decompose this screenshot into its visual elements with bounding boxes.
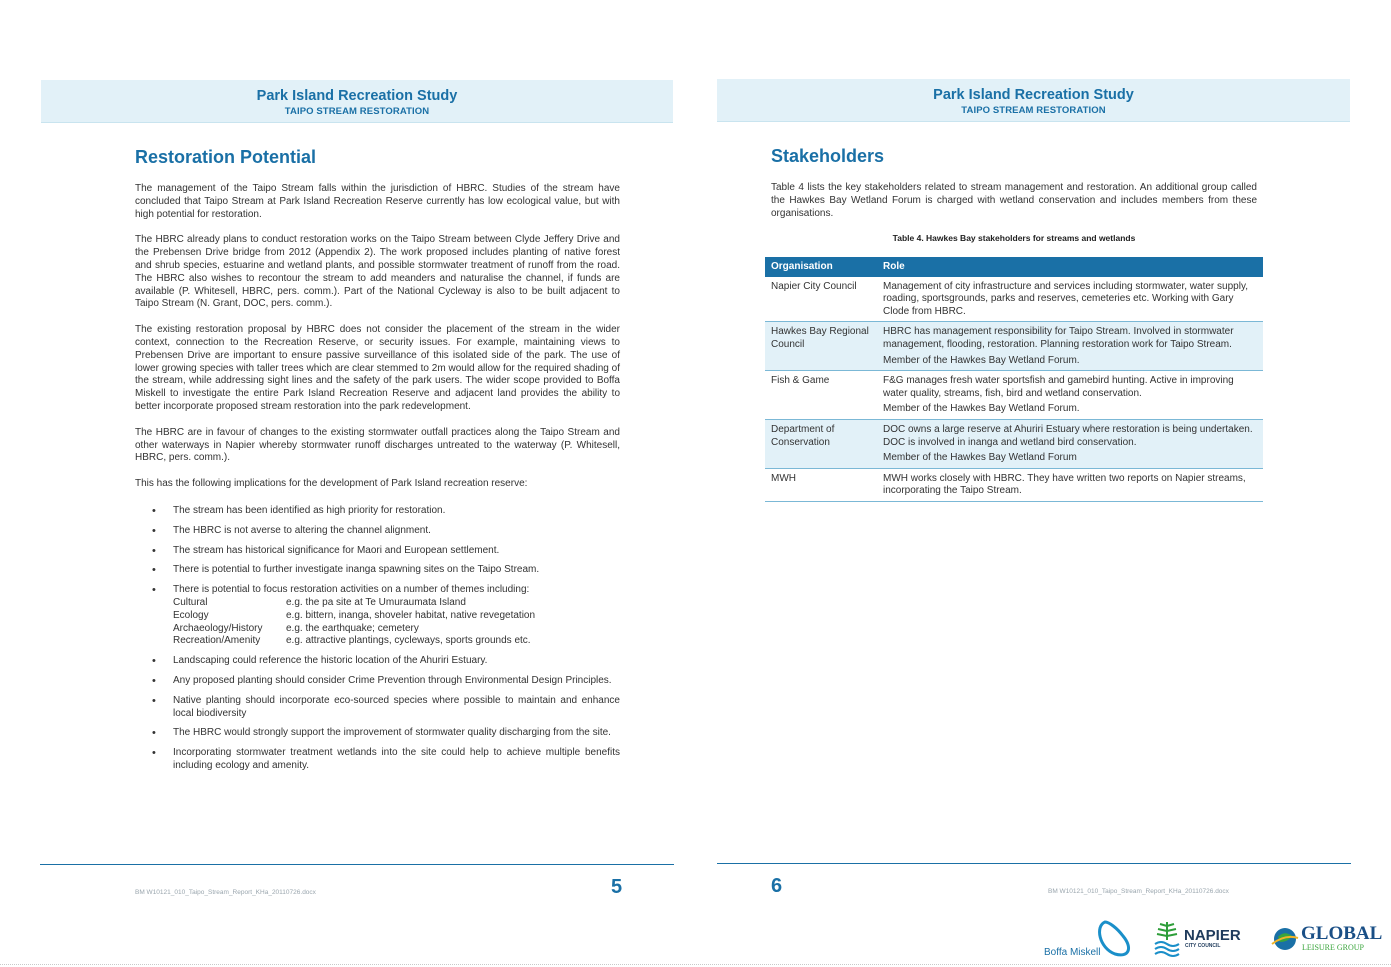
stakeholder-table <box>765 257 1263 502</box>
global-leisure-logo <box>1270 922 1383 958</box>
theme-example: e.g. the pa site at Te Umuraumata Island <box>286 596 466 608</box>
list-item: • The HBRC is not averse to altering the channel alignment. <box>152 524 431 537</box>
paragraph: Table 4 lists the key stakeholders related to stream management and restoration. An additional group called the Hawkes Bay Wetland Forum is charged with wetland conservation and includes members from these organisations. <box>771 182 1257 219</box>
global-logo-subtext: LEISURE GROUP <box>1302 943 1365 952</box>
list-item: • Landscaping could reference the historic location of the Ahuriri Estuary. <box>152 655 488 668</box>
left-page-header <box>41 80 673 123</box>
list-item: • The HBRC would strongly support the improvement of stormwater quality discharging from the site. <box>152 727 611 740</box>
boffa-logo-text: Boffa Miskell <box>1044 947 1101 958</box>
bullet-icon: • <box>152 727 156 740</box>
list-item: • The stream has historical significance for Maori and European settlement. <box>152 544 500 557</box>
napier-logo-subtext: CITY COUNCIL <box>1185 943 1221 949</box>
role-cell: HBRC has management responsibility for Taipo Stream. Involved in stormwater management, flooding, restoration. Planning restoration work for Taipo Stream. Member of the Hawkes Bay Wetland Forum. <box>877 322 1263 371</box>
table-row <box>765 419 1263 468</box>
list-item: • There is potential to further investigate inanga spawning sites on the Taipo Stream. <box>152 564 540 577</box>
org-cell: Department of Conservation <box>765 419 877 468</box>
list-item: • Incorporating stormwater treatment wetlands into the site could help to achieve multiple benefits including ecology and amenity. <box>152 747 620 771</box>
role-cell: Management of city infrastructure and services including stormwater, water supply, roading, sportsgrounds, parks and reserves, cemeteries etc. Working with Gary Clode from HBRC. <box>877 277 1263 322</box>
left-footer-rule <box>40 864 674 865</box>
theme-name: Cultural <box>173 596 208 608</box>
implications-list <box>135 505 620 773</box>
table-row <box>765 277 1263 322</box>
list-item: • Any proposed planting should consider Crime Prevention through Environmental Design Principles. <box>152 674 612 687</box>
header-title: Park Island Recreation Study <box>933 87 1134 103</box>
global-logo-text: GLOBAL <box>1301 923 1383 944</box>
table-row <box>765 322 1263 371</box>
bullet-icon: • <box>152 674 156 687</box>
theme-name: Recreation/Amenity <box>173 635 261 647</box>
right-footer-ref: BM W10121_010_Taipo_Stream_Report_KHa_20110726.docx <box>1048 888 1229 895</box>
table-row <box>765 371 1263 420</box>
bullet-icon: • <box>152 564 156 577</box>
column-header: Role <box>877 257 1263 277</box>
paragraph: The existing restoration proposal by HBRC does not consider the placement of the stream in the wider context, connection to the Recreation Reserve, or security issues. For example, maintaining views to Prebensen Drive are important to ensure passive surveillance of this isolated side of the park. The use of lower growing species with taller trees which are clear stemmed to 2m would allow for the required shading of the stream, while addressing sight lines and the safety of the park users. The wider scope provided to Boffa Miskell to investigate the entire Park Island Recreation Reserve and adjacent land provides the ability to better incorporate proposed stream restoration into the park redevelopment. <box>135 324 620 412</box>
globe-icon <box>1270 924 1300 954</box>
bullet-icon: • <box>152 655 156 668</box>
bullet-icon: • <box>152 747 156 760</box>
theme-name: Archaeology/History <box>173 622 263 634</box>
bullet-icon: • <box>152 544 156 557</box>
paragraph: This has the following implications for the development of Park Island recreation reserve: <box>135 478 528 490</box>
left-page-body <box>135 147 620 773</box>
theme-example: e.g. bittern, inanga, shoveler habitat, native revegetation <box>286 609 536 621</box>
napier-logo-text: NAPIER <box>1184 927 1241 944</box>
paragraph: The HBRC are in favour of changes to the existing stormwater outfall practices along the Taipo Stream and other waterways in Napier whereby stormwater runoff discharges untreated to the waterway (P. Whitesell, HBRC, pers. comm.). <box>135 426 620 464</box>
themes-table <box>173 597 620 648</box>
column-header: Organisation <box>765 257 877 277</box>
section-heading: Restoration Potential <box>135 147 317 167</box>
header-title: Park Island Recreation Study <box>256 88 458 104</box>
paragraph: The management of the Taipo Stream falls within the jurisdiction of HBRC. Studies of the stream have concluded that Taipo Stream at Park Island Recreation Reserve currently has low ecological value, but with high potential for restoration. <box>135 183 620 220</box>
left-footer-ref: BM W10121_010_Taipo_Stream_Report_KHa_20110726.docx <box>135 889 316 896</box>
role-cell: F&G manages fresh water sportsfish and gamebird hunting. Active in improving water quality, streams, fish, bird and wetland conservation. Member of the Hawkes Bay Wetland Forum. <box>877 371 1263 420</box>
right-footer-rule <box>717 863 1351 864</box>
page-number: 6 <box>771 875 783 897</box>
theme-example: e.g. the earthquake; cemetery <box>286 622 419 634</box>
role-cell: DOC owns a large reserve at Ahuriri Estuary where restoration is being undertaken. DOC is involved in inanga and wetland bird conservation. Member of the Hawkes Bay Wetland Forum <box>877 419 1263 468</box>
theme-example: e.g. attractive plantings, cycleways, sports grounds etc. <box>286 635 531 647</box>
role-cell: MWH works closely with HBRC. They have written two reports on Napier streams, incorporating the Taipo Stream. <box>877 468 1263 501</box>
bullet-icon: • <box>152 504 156 517</box>
right-page-header <box>717 79 1350 122</box>
list-item: • Native planting should incorporate eco-sourced species where possible to maintain and enhance local biodiversity <box>152 694 620 719</box>
header-subtitle: TAIPO STREAM RESTORATION <box>284 106 430 117</box>
list-item-themes: • There is potential to focus restoration activities on a number of themes including: Cultural e.g. the pa site at Te Umuraumata Island Ecology e.g. bittern, inanga, shoveler habitat, native revegetation Archaeology/History e.g. the earthquake; cemetery Recreation/Amenity e.g. attractive plantings, cycleways, sports grounds etc. <box>135 584 620 648</box>
org-cell: Fish & Game <box>765 371 877 420</box>
napier-logo <box>1152 920 1242 960</box>
header-subtitle: TAIPO STREAM RESTORATION <box>961 105 1106 116</box>
table-header-row <box>765 257 1263 277</box>
bullet-icon: • <box>152 584 156 597</box>
org-cell: MWH <box>765 468 877 501</box>
bottom-dotted-line <box>0 964 1391 965</box>
org-cell: Napier City Council <box>765 277 877 322</box>
napier-fern-icon <box>1152 920 1182 958</box>
stakeholder-table-wrap <box>765 257 1263 502</box>
bullet-icon: • <box>152 524 156 537</box>
paragraph: The HBRC already plans to conduct restoration works on the Taipo Stream between Clyde Jeffery Drive and the Prebensen Drive bridge from 2012 (Appendix 2). The work proposed includes planting of native forest and shrub species, estuarine and wetland plants, and possible stormwater treatment of runoff from the road. The HBRC also wishes to recontour the stream to add meanders and naturalise the channel, if funds are available (P. Whitesell, HBRC, pers. comm.). Part of the National Cycleway is also to be built adjacent to Taipo Stream (N. Grant, DOC, pers. comm.). <box>135 234 620 310</box>
boffa-miskell-logo <box>1043 918 1133 960</box>
theme-name: Ecology <box>173 609 209 621</box>
list-item: • The stream has been identified as high priority for restoration. <box>152 504 446 517</box>
table-row <box>765 468 1263 501</box>
page-number: 5 <box>611 876 623 898</box>
right-page-body <box>771 146 1257 243</box>
org-cell: Hawkes Bay Regional Council <box>765 322 877 371</box>
table-caption: Table 4. Hawkes Bay stakeholders for streams and wetlands <box>892 233 1136 244</box>
section-heading: Stakeholders <box>771 146 885 166</box>
bullet-icon: • <box>152 694 156 707</box>
